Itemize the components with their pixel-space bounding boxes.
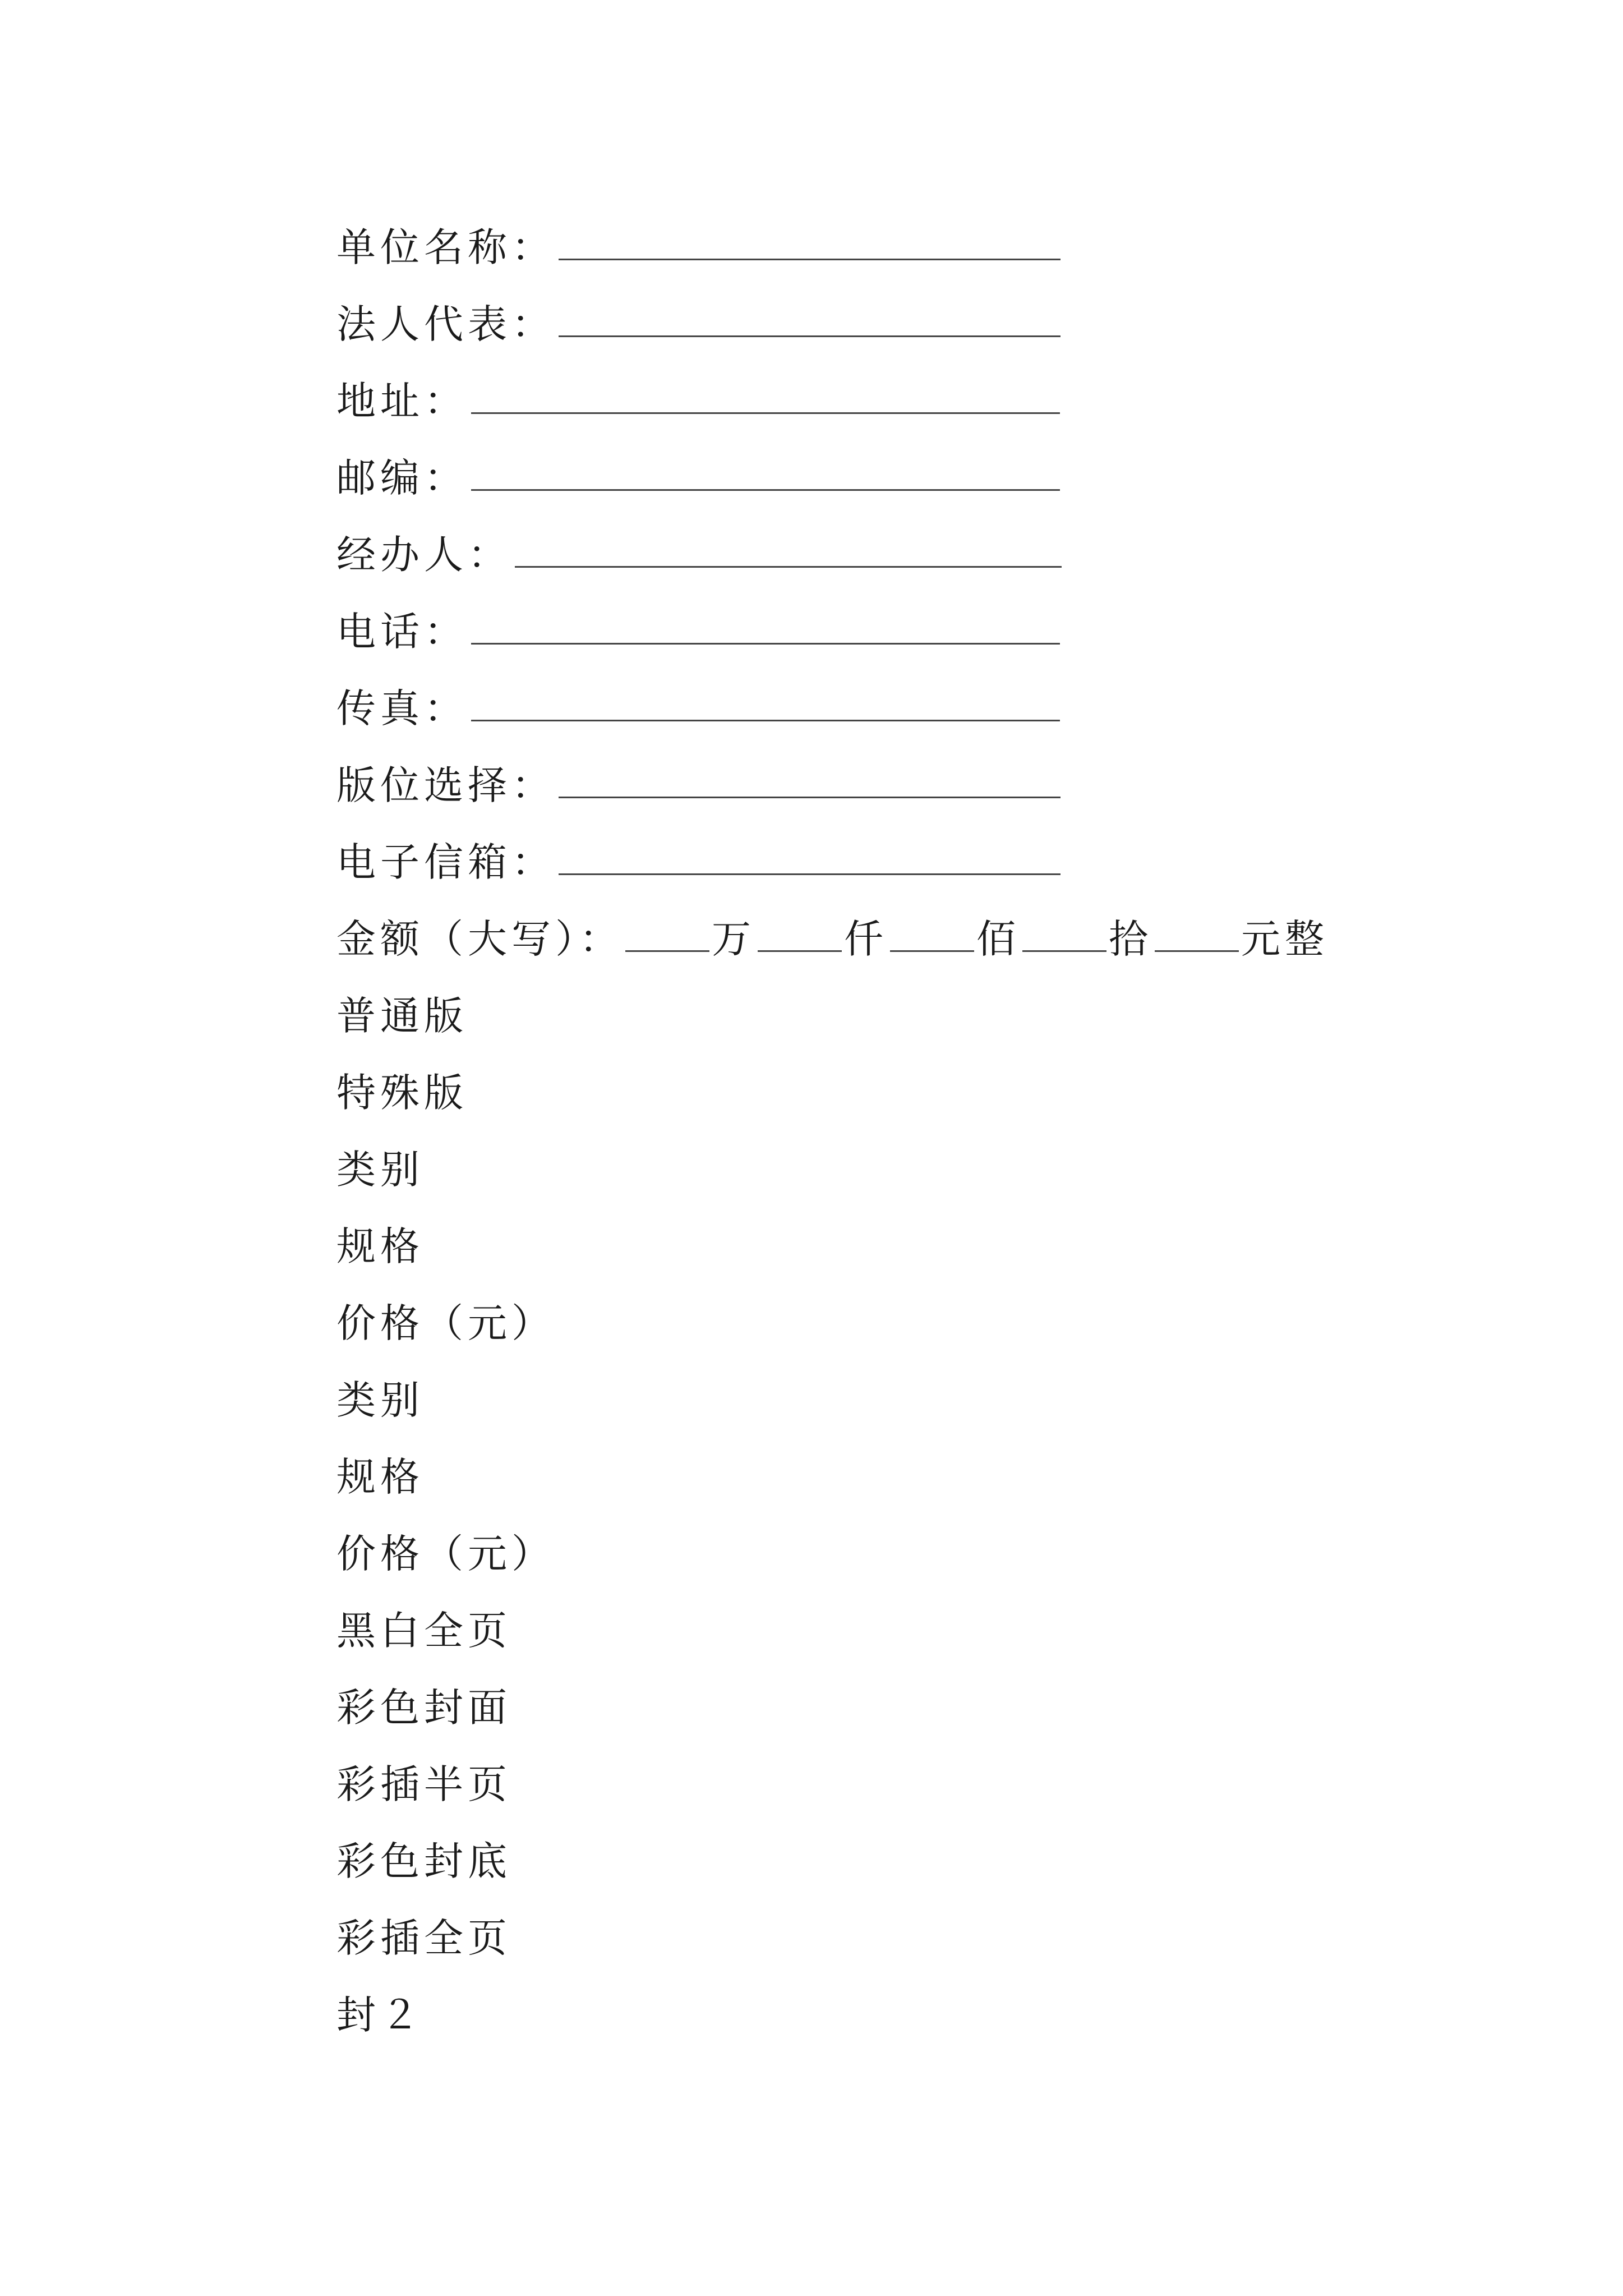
phone-blank[interactable] xyxy=(471,608,1060,645)
text-line-color-back-cover: 彩色封底 xyxy=(336,1838,511,1884)
field-handler xyxy=(336,523,1062,579)
text-line-specification: 规格 xyxy=(336,1453,424,1500)
unit-name-blank[interactable] xyxy=(559,224,1061,260)
field-postcode xyxy=(336,447,1060,503)
amount-unit-wan: 万 xyxy=(712,915,755,962)
amount-unit-bai: 佰 xyxy=(976,915,1020,962)
field-label: 电子信箱： xyxy=(336,839,555,885)
text-line-color-insert-full: 彩插全页 xyxy=(336,1915,511,1961)
handler-blank[interactable] xyxy=(515,531,1062,568)
field-label: 邮编： xyxy=(336,454,468,501)
fax-blank[interactable] xyxy=(471,685,1060,721)
address-blank[interactable] xyxy=(471,378,1060,414)
text-line-category: 类别 xyxy=(336,1146,424,1193)
field-unit-name xyxy=(336,216,1061,272)
field-label: 单位名称： xyxy=(336,224,555,270)
field-address xyxy=(336,370,1060,426)
text-line-color-insert-half: 彩插半页 xyxy=(336,1761,511,1807)
text-line-color-cover: 彩色封面 xyxy=(336,1684,511,1731)
field-label: 传真： xyxy=(336,685,468,731)
text-line-special-edition: 特殊版 xyxy=(336,1069,468,1116)
field-label: 经办人： xyxy=(336,531,511,578)
field-fax xyxy=(336,677,1060,733)
field-legal-representative xyxy=(336,293,1061,349)
field-amount xyxy=(336,908,1329,964)
text-line-price: 价格（元） xyxy=(336,1300,555,1346)
field-label: 版位选择： xyxy=(336,762,555,808)
amount-yuan-blank[interactable] xyxy=(1155,915,1239,952)
amount-unit-shi: 拾 xyxy=(1109,915,1152,962)
text-line-price: 价格（元） xyxy=(336,1530,555,1577)
amount-unit-yuan: 元整 xyxy=(1241,915,1329,962)
email-blank[interactable] xyxy=(559,839,1061,875)
position-choice-blank[interactable] xyxy=(559,762,1061,798)
amount-label: 金额（大写）： xyxy=(336,915,623,962)
field-position-choice xyxy=(336,754,1061,810)
field-label: 法人代表： xyxy=(336,301,555,347)
amount-bai-blank[interactable] xyxy=(890,915,974,952)
field-email xyxy=(336,831,1061,887)
amount-shi-blank[interactable] xyxy=(1022,915,1106,952)
text-line-cover-2: 封２ xyxy=(336,1991,424,2038)
legal-representative-blank[interactable] xyxy=(559,301,1061,337)
amount-unit-qian: 仟 xyxy=(844,915,888,962)
amount-qian-blank[interactable] xyxy=(758,915,842,952)
postcode-blank[interactable] xyxy=(471,454,1060,491)
field-label: 电话： xyxy=(336,608,468,655)
field-phone xyxy=(336,600,1060,656)
text-line-category: 类别 xyxy=(336,1377,424,1423)
text-line-regular-edition: 普通版 xyxy=(336,992,468,1039)
amount-wan-blank[interactable] xyxy=(625,915,709,952)
text-line-specification: 规格 xyxy=(336,1223,424,1269)
field-label: 地址： xyxy=(336,378,468,424)
text-line-bw-full-page: 黑白全页 xyxy=(336,1607,511,1654)
